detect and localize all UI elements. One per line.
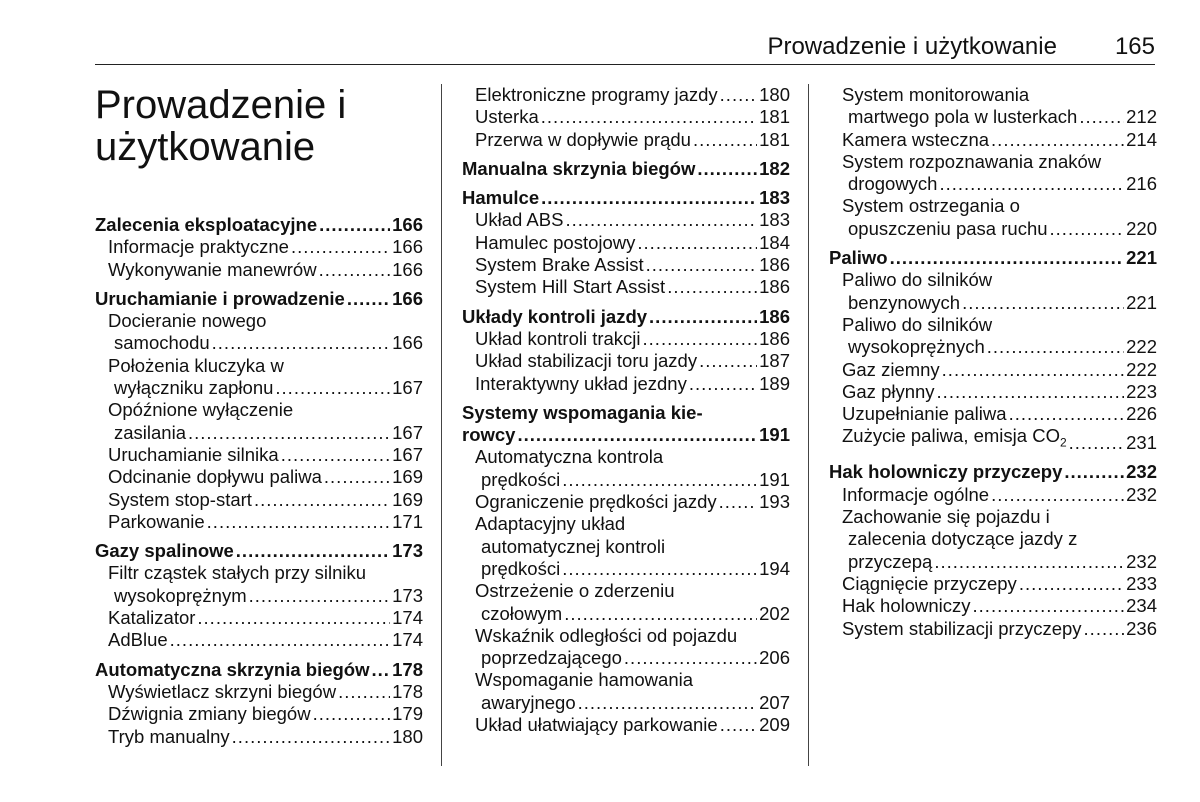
toc-entry[interactable] [829, 314, 1157, 359]
toc-entry-label: Wyświetlacz skrzyni biegów [108, 680, 337, 702]
toc-entry-label: Adaptacyjny układ [475, 513, 626, 535]
toc-page-number: 183 [759, 209, 790, 231]
toc-page-number: 186 [759, 327, 790, 349]
toc-entry-label: Paliwo do silników [842, 313, 993, 335]
toc-entry-label: Tryb manualny [108, 725, 230, 747]
toc-entry-label: Paliwo do silników [842, 269, 993, 291]
toc-page-number: 169 [392, 466, 423, 488]
dot-leader [1009, 403, 1125, 425]
toc-page-number: 179 [392, 703, 423, 725]
toc-entry-label: Położenia kluczyka w [108, 354, 284, 376]
toc-entry-label: Gaz ziemny [842, 358, 940, 380]
toc-page-number: 222 [1126, 336, 1157, 358]
dot-leader [291, 236, 390, 258]
toc-section-label: Zalecenia eksploatacyjne [95, 214, 318, 235]
toc-page-number: 183 [759, 187, 790, 209]
toc-entry[interactable] [95, 562, 423, 607]
toc-entry-label: Elektroniczne programy jazdy [475, 84, 718, 105]
toc-section[interactable] [95, 288, 423, 310]
toc-entry[interactable] [462, 625, 790, 670]
toc-page-number: 209 [759, 714, 790, 736]
toc-entry[interactable] [95, 310, 423, 355]
toc-entry-label-cont: samochodu [114, 332, 210, 354]
toc-page-number: 236 [1126, 617, 1157, 639]
toc-page-number: 166 [392, 214, 423, 235]
toc-page-number: 193 [759, 491, 790, 513]
toc-entry[interactable] [462, 669, 790, 714]
toc-section-label: Systemy wspomagania kie- [462, 401, 703, 423]
dot-leader [649, 306, 757, 328]
dot-leader [890, 247, 1125, 269]
toc-entry[interactable] [462, 446, 790, 491]
dot-leader [973, 595, 1125, 617]
toc-entry-label: System Hill Start Assist [475, 276, 666, 298]
toc-page-number: 180 [392, 725, 423, 747]
dot-leader [197, 607, 390, 629]
dot-leader [578, 692, 758, 714]
column-divider [808, 84, 809, 766]
dot-leader [254, 489, 390, 511]
dot-leader [624, 647, 757, 669]
dot-leader [1050, 218, 1125, 240]
toc-entry-label-cont: prędkości [481, 557, 561, 579]
toc-entry[interactable] [462, 373, 790, 395]
toc-entry[interactable] [829, 84, 1157, 129]
toc-entry-label: System stabilizacji przyczepy [842, 617, 1082, 639]
toc-entry-label: Wykonywanie manewrów [108, 258, 317, 280]
dot-leader [338, 681, 390, 703]
toc-entry-label-cont: benzynowych [848, 291, 961, 313]
toc-page-number: 174 [392, 629, 423, 651]
toc-entry-label-cont: awaryjnego [481, 691, 576, 713]
toc-page-number: 234 [1126, 595, 1157, 617]
toc-entry-label-cont: zasilania [114, 421, 186, 443]
toc-entry[interactable] [95, 629, 423, 651]
toc-page-number: 166 [392, 236, 423, 258]
toc-column-2 [462, 84, 790, 736]
toc-page-number: 233 [1126, 572, 1157, 594]
toc-page-number: 171 [392, 510, 423, 532]
dot-leader [987, 336, 1124, 358]
toc-entry[interactable] [829, 403, 1157, 425]
toc-section-label: Manualna skrzynia biegów [462, 157, 696, 179]
dot-leader [541, 187, 757, 209]
toc-entry-label: Zużycie paliwa, emisja $CO_2$ [842, 425, 1067, 451]
chapter-title [95, 84, 346, 168]
toc-entry-label: Hak holowniczy [842, 595, 971, 617]
dot-leader [232, 726, 390, 748]
toc-column-1 [95, 214, 423, 748]
toc-entry-label-cont: automatycznej kontroli [481, 535, 666, 557]
toc-entry[interactable] [462, 513, 790, 580]
toc-entry-label: Odcinanie dopływu paliwa [108, 466, 322, 488]
dot-leader [188, 422, 390, 444]
toc-page-number: 214 [1126, 128, 1157, 150]
toc-section[interactable] [95, 659, 423, 681]
toc-page-number: 206 [759, 647, 790, 669]
dot-leader [1079, 106, 1124, 128]
toc-entry-label: Uzupełnianie paliwa [842, 403, 1007, 425]
toc-section[interactable] [95, 540, 423, 562]
dot-leader [637, 232, 757, 254]
chapter-title-line-1: Prowadzenie i [95, 83, 347, 127]
toc-page-number: 216 [1126, 173, 1157, 195]
toc-page-number: 181 [759, 106, 790, 128]
dot-leader [324, 466, 390, 488]
toc-entry[interactable] [95, 355, 423, 400]
toc-entry[interactable] [95, 236, 423, 258]
dot-leader [962, 292, 1124, 314]
toc-entry[interactable] [462, 106, 790, 128]
toc-page-number: 178 [392, 680, 423, 702]
toc-entry-label: Hamulec postojowy [475, 231, 636, 253]
toc-page-number: 232 [1126, 550, 1157, 572]
toc-entry-label: Katalizator [108, 607, 196, 629]
page-header [95, 28, 1155, 65]
dot-leader [212, 332, 390, 354]
toc-entry[interactable] [95, 399, 423, 444]
toc-page-number: 167 [392, 421, 423, 443]
dot-leader [719, 491, 757, 513]
dot-leader [693, 129, 757, 151]
toc-page-number: 231 [1126, 432, 1157, 454]
toc-entry-label: Automatyczna kontrola [475, 446, 664, 468]
toc-page-number: 191 [759, 424, 790, 446]
toc-entry-label-cont: drogowych [848, 173, 938, 195]
toc-entry-label: System monitorowania [842, 84, 1030, 105]
toc-entry-label: Wspomaganie hamowania [475, 669, 694, 691]
dot-leader [562, 558, 757, 580]
toc-entry-label: Filtr cząstek stałych przy silniku [108, 562, 367, 584]
dot-leader [699, 350, 757, 372]
dot-leader [319, 214, 390, 236]
toc-page-number: 167 [392, 377, 423, 399]
toc-entry-label: System rozpoznawania znaków [842, 150, 1102, 172]
toc-page-number: 169 [392, 488, 423, 510]
dot-leader [934, 551, 1124, 573]
toc-page-number: 184 [759, 231, 790, 253]
toc-entry[interactable] [462, 350, 790, 372]
column-divider [441, 84, 442, 766]
toc-entry[interactable] [95, 726, 423, 748]
toc-page-number: 178 [392, 658, 423, 680]
toc-entry-label: AdBlue [108, 629, 168, 651]
toc-page-number: 221 [1126, 247, 1157, 269]
toc-entry[interactable] [829, 151, 1157, 196]
toc-entry-label: Gaz płynny [842, 380, 935, 402]
toc-page-number: 207 [759, 691, 790, 713]
toc-entry-label: Opóźnione wyłączenie [108, 399, 294, 421]
toc-entry-label: Dźwignia zmiany biegów [108, 703, 311, 725]
toc-page-number: 167 [392, 443, 423, 465]
toc-section-label: Paliwo [829, 247, 888, 269]
toc-entry[interactable] [462, 129, 790, 151]
dot-leader [313, 703, 391, 725]
toc-entry-label-cont: opuszczeniu pasa ruchu [848, 217, 1048, 239]
toc-entry-label: Informacje praktyczne [108, 236, 289, 258]
dot-leader [562, 469, 757, 491]
toc-section[interactable] [462, 158, 790, 180]
toc-entry[interactable] [829, 484, 1157, 506]
dot-leader [697, 158, 757, 180]
toc-section-label: Hak holowniczy przyczepy [829, 461, 1063, 483]
toc-entry[interactable] [95, 703, 423, 725]
toc-entry[interactable] [829, 269, 1157, 314]
toc-page-number: 212 [1126, 106, 1157, 128]
toc-page-number: 221 [1126, 291, 1157, 313]
dot-leader [565, 209, 757, 231]
toc-entry-label: Interaktywny układ jezdny [475, 372, 687, 394]
toc-entry-label: Ciągnięcie przyczepy [842, 572, 1017, 594]
toc-section[interactable] [829, 461, 1157, 483]
toc-entry-label-cont: wyłączniku zapłonu [114, 377, 274, 399]
toc-entry[interactable] [95, 607, 423, 629]
toc-section[interactable] [462, 306, 790, 328]
dot-leader [170, 629, 390, 651]
toc-entry[interactable] [95, 511, 423, 533]
toc-entry[interactable] [95, 489, 423, 511]
dot-leader [1084, 618, 1125, 640]
toc-page-number: 202 [759, 602, 790, 624]
toc-page-number: 226 [1126, 403, 1157, 425]
dot-leader [689, 373, 757, 395]
toc-entry[interactable] [829, 425, 1157, 454]
toc-page-number: 186 [759, 254, 790, 276]
dot-leader [939, 173, 1124, 195]
toc-page-number: 173 [392, 584, 423, 606]
toc-entry-label: Uruchamianie silnika [108, 443, 279, 465]
toc-page-number: 174 [392, 607, 423, 629]
toc-entry[interactable] [829, 618, 1157, 640]
toc-page-number: 166 [392, 258, 423, 280]
dot-leader [1064, 461, 1124, 483]
dot-leader [667, 276, 757, 298]
toc-page-number: 189 [759, 372, 790, 394]
toc-entry-label: System stop-start [108, 488, 252, 510]
toc-entry-label: System ostrzegania o [842, 195, 1020, 217]
toc-section-label: Układy kontroli jazdy [462, 305, 648, 327]
toc-entry[interactable] [95, 681, 423, 703]
toc-entry[interactable] [462, 714, 790, 736]
dot-leader [517, 424, 757, 446]
toc-page-number: 186 [759, 305, 790, 327]
toc-entry[interactable] [829, 195, 1157, 240]
toc-entry-label: Zachowanie się pojazdu i [842, 506, 1050, 528]
toc-entry-label: System Brake Assist [475, 254, 644, 276]
toc-section-label: Gazy spalinowe [95, 540, 234, 562]
dot-leader [646, 254, 758, 276]
toc-section[interactable] [829, 247, 1157, 269]
dot-leader [643, 328, 758, 350]
toc-page-number: 222 [1126, 358, 1157, 380]
toc-page-number: 173 [392, 540, 423, 562]
toc-entry-label: Docieranie nowego [108, 310, 267, 332]
toc-page-number: 223 [1126, 380, 1157, 402]
toc-page-number: 180 [759, 84, 790, 105]
toc-entry-label: Kamera wsteczna [842, 128, 990, 150]
toc-entry-label-cont: przyczepą [848, 550, 933, 572]
dot-leader [236, 540, 390, 562]
toc-section[interactable] [462, 402, 790, 447]
dot-leader [942, 359, 1124, 381]
dot-leader [720, 84, 757, 106]
dot-leader [991, 484, 1124, 506]
dot-leader [207, 511, 390, 533]
toc-page-number: 187 [759, 350, 790, 372]
toc-section-label-cont: rowcy [462, 424, 516, 446]
toc-entry[interactable] [462, 209, 790, 231]
toc-entry[interactable] [462, 491, 790, 513]
dot-leader [1069, 432, 1124, 454]
toc-entry-label-cont: wysokoprężnym [114, 584, 247, 606]
toc-entry-label: Usterka [475, 106, 539, 128]
toc-section-label: Hamulce [462, 187, 540, 209]
toc-entry-label: Ograniczenie prędkości jazdy [475, 491, 717, 513]
toc-section[interactable] [462, 187, 790, 209]
toc-entry-label: Parkowanie [108, 510, 205, 532]
dot-leader [541, 106, 757, 128]
dot-leader [281, 444, 390, 466]
toc-entry[interactable] [829, 573, 1157, 595]
dot-leader [319, 259, 391, 281]
dot-leader [720, 714, 757, 736]
toc-entry-label: Układ ułatwiający parkowanie [475, 714, 718, 736]
dot-leader [991, 129, 1124, 151]
toc-page-number: 191 [759, 468, 790, 490]
toc-section[interactable] [95, 214, 423, 236]
toc-entry-label: Przerwa w dopływie prądu [475, 128, 691, 150]
toc-page-number: 166 [392, 332, 423, 354]
toc-entry[interactable] [462, 328, 790, 350]
toc-page-number: 182 [759, 157, 790, 179]
toc-entry[interactable] [95, 444, 423, 466]
toc-entry-label-cont: zalecenia dotyczące jazdy z [848, 528, 1078, 550]
toc-entry-label: Układ ABS [475, 209, 564, 231]
toc-entry[interactable] [462, 254, 790, 276]
toc-entry[interactable] [462, 580, 790, 625]
chapter-title-line-2: użytkowanie [95, 125, 316, 169]
toc-entry-label-cont: prędkości [481, 468, 561, 490]
toc-page-number: 186 [759, 276, 790, 298]
dot-leader [564, 603, 757, 625]
toc-entry-label: Układ kontroli trakcji [475, 327, 641, 349]
toc-column-3 [829, 84, 1157, 640]
dot-leader [275, 377, 390, 399]
dot-leader [937, 381, 1125, 403]
toc-entry[interactable] [829, 381, 1157, 403]
toc-entry[interactable] [462, 232, 790, 254]
toc-section-label: Uruchamianie i prowadzenie [95, 287, 345, 309]
toc-page-number: 232 [1126, 483, 1157, 505]
toc-entry[interactable] [829, 359, 1157, 381]
toc-entry-label-cont: martwego pola w lusterkach [848, 106, 1078, 128]
toc-entry[interactable] [462, 276, 790, 298]
toc-entry-label: Wskaźnik odległości od pojazdu [475, 624, 738, 646]
dot-leader [249, 585, 390, 607]
toc-entry-label-cont: czołowym [481, 602, 563, 624]
subscript-text: 2 [1059, 436, 1067, 451]
toc-page-number: 181 [759, 128, 790, 150]
toc-entry-label-cont: wysokoprężnych [848, 336, 985, 358]
toc-entry-label-cont: poprzedzającego [481, 647, 622, 669]
toc-page-number: 194 [759, 557, 790, 579]
toc-page-number: 232 [1126, 461, 1157, 483]
toc-entry-label: Układ stabilizacji toru jazdy [475, 350, 698, 372]
dot-leader [1019, 573, 1124, 595]
toc-entry[interactable] [462, 84, 790, 106]
dot-leader [347, 288, 390, 310]
toc-entry[interactable] [95, 466, 423, 488]
toc-page-number: 220 [1126, 217, 1157, 239]
toc-entry-label: Informacje ogólne [842, 483, 990, 505]
toc-section-label: Automatyczna skrzynia biegów [95, 658, 370, 680]
toc-entry[interactable] [829, 506, 1157, 573]
toc-entry[interactable] [95, 259, 423, 281]
running-title: Prowadzenie i użytkowanie [767, 33, 1057, 60]
dot-leader [371, 659, 390, 681]
toc-page-number: 166 [392, 287, 423, 309]
toc-entry-label: Ostrzeżenie o zderzeniu [475, 580, 675, 602]
toc-entry[interactable] [829, 129, 1157, 151]
toc-entry[interactable] [829, 595, 1157, 617]
page-number: 165 [1114, 33, 1155, 60]
